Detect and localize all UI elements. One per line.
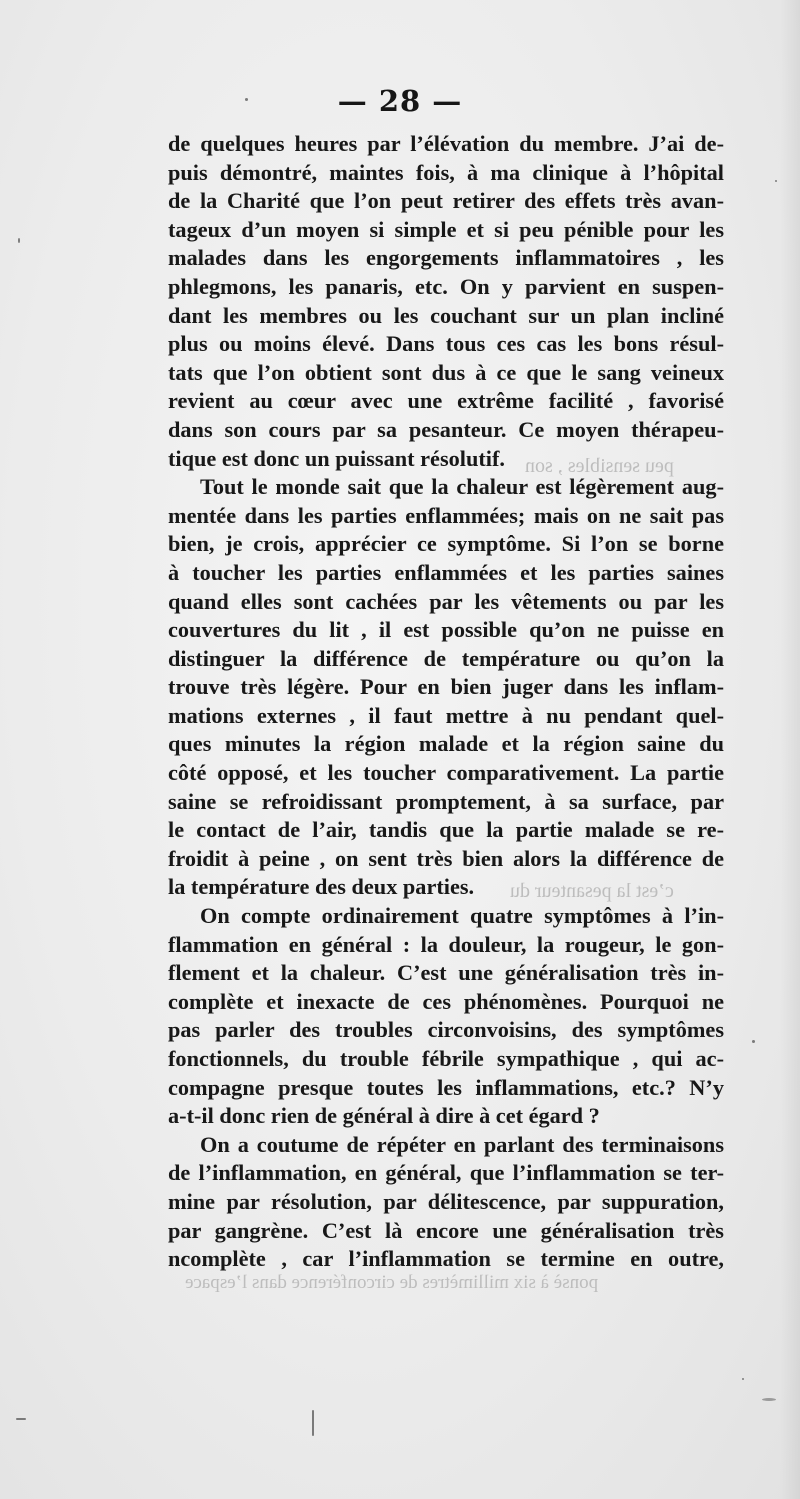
dust-speck	[245, 98, 248, 101]
text-line: saine se refroidissant promptement, à sa surface, par	[168, 788, 724, 814]
page-gutter-shadow	[780, 0, 800, 1499]
dust-speck	[312, 1410, 314, 1436]
text-line: On a coutume de répéter en parlant des terminaisons	[200, 1131, 724, 1157]
dust-speck	[752, 1040, 755, 1043]
dust-speck	[775, 180, 777, 182]
text-line: compagne presque toutes les inflammations, etc.? N’y	[168, 1074, 724, 1100]
text-line: plus ou moins élevé. Dans tous ces cas les bons résul-	[168, 331, 724, 357]
text-line: tats que l’on obtient sont dus à ce que le sang veineux	[168, 359, 724, 385]
text-line: par gangrène. C’est là encore une généralisation très	[168, 1217, 724, 1243]
dust-speck	[18, 238, 20, 243]
text-line: On compte ordinairement quatre symptômes à l’in-	[200, 903, 724, 929]
text-line: flammation en général : la douleur, la rougeur, le gon-	[168, 931, 724, 957]
text-line: le contact de l’air, tandis que la partie malade se re-	[168, 817, 724, 843]
text-line: Tout le monde sait que la chaleur est légèrement aug-	[200, 474, 724, 500]
text-line: de l’inflammation, en général, que l’inflammation se ter-	[168, 1160, 724, 1186]
dust-speck	[16, 1418, 26, 1420]
text-line: de la Charité que l’on peut retirer des effets très avan-	[168, 188, 724, 214]
text-line: revient au cœur avec une extrême facilité , favorisé	[168, 388, 724, 414]
text-line: à toucher les parties enflammées et les parties saines	[168, 559, 724, 585]
text-line: malades dans les engorgements inflammatoires , les	[168, 245, 724, 271]
text-line: flement et la chaleur. C’est une généralisation très in-	[168, 960, 724, 986]
text-line: complète et inexacte de ces phénomènes. Pourquoi ne	[168, 988, 724, 1014]
text-line: tique est donc un puissant résolutif.	[168, 445, 505, 471]
show-through-text: ponsè à six millimètres de circonférence dans l’espace	[185, 1272, 599, 1293]
text-line: côté opposé, et les toucher comparativement. La partie	[168, 760, 724, 786]
text-line: fonctionnels, du trouble fébrile sympathique , qui ac-	[168, 1046, 724, 1071]
text-line: la température des deux parties.	[168, 874, 475, 900]
text-line: ques minutes la région malade et la région saine du	[168, 731, 724, 757]
text-line: ncomplète , car l’inflammation se termine en outre,	[168, 1246, 724, 1272]
dust-speck	[742, 1378, 744, 1380]
show-through-text: peu sensibles , son	[525, 455, 674, 477]
text-line: dans son cours par sa pesanteur. Ce moyen thérapeu-	[168, 416, 724, 442]
text-line: puis démontré, maintes fois, à ma clinique à l’hôpital	[168, 159, 724, 185]
text-line: dant les membres ou les couchant sur un plan incliné	[168, 302, 724, 328]
text-line: distinguer la différence de température ou qu’on la	[168, 645, 724, 671]
text-line: pas parler des troubles circonvoisins, des symptômes	[168, 1017, 724, 1043]
text-line: a-t-il donc rien de général à dire à cet égard ?	[168, 1103, 600, 1129]
text-line: tageux d’un moyen si simple et si peu pénible pour les	[168, 216, 724, 242]
dust-speck	[762, 1398, 776, 1401]
text-line: phlegmons, les panaris, etc. On y parvient en suspen-	[168, 273, 724, 299]
text-line: mentée dans les parties enflammées; mais on ne sait pas	[168, 502, 724, 528]
show-through-text: c’est la pesanteur du	[510, 880, 674, 902]
text-line: mine par résolution, par délitescence, par suppuration,	[168, 1188, 724, 1214]
text-line: bien, je crois, apprécier ce symptôme. Si l’on se borne	[168, 531, 724, 557]
body-text	[168, 130, 724, 1274]
text-line: trouve très légère. Pour en bien juger dans les inflam-	[168, 674, 724, 700]
text-line: couvertures du lit , il est possible qu’on ne puisse en	[168, 617, 724, 643]
text-line: froidit à peine , on sent très bien alors la différence de	[168, 845, 724, 871]
text-line: de quelques heures par l’élévation du membre. J’ai de-	[168, 131, 724, 156]
text-line: mations externes , il faut mettre à nu pendant quel-	[168, 702, 724, 728]
text-line: quand elles sont cachées par les vêtements ou par les	[168, 588, 724, 614]
page-number: — 28 —	[337, 84, 463, 118]
